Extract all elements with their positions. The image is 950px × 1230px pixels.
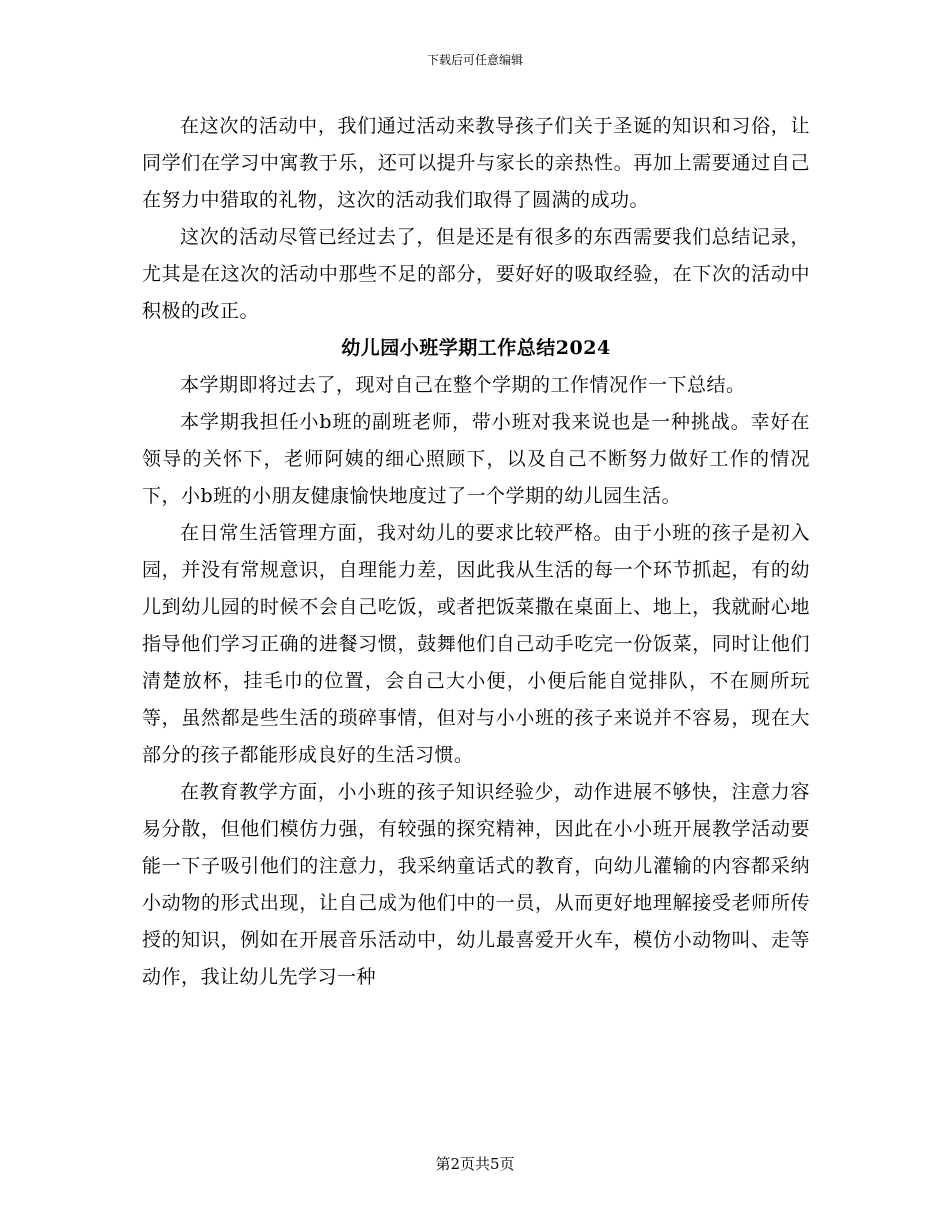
paragraph-activity-reflection: 这次的活动尽管已经过去了，但是还是有很多的东西需要我们总结记录，尤其是在这次的活动中那些不足的部分，要好好的吸取经验，在下次的活动中积极的改正。 [142,226,810,322]
page-number: 第2页共5页 [435,1155,515,1173]
paragraph-role: 本学期我担任小b班的副班老师，带小班对我来说也是一种挑战。幸好在领导的关怀下，老师阿姨的细心照顾下，以及自己不断努力做好工作的情况下，小b班的小朋友健康愉快地度过了一个学期的幼儿园生活。 [142,411,810,507]
paragraph-intro: 本学期即将过去了，现对自己在整个学期的工作情况作一下总结。 [180,374,746,396]
section-title: 幼儿园小班学期工作总结2024 [341,337,611,359]
page-header-note: 下载后可任意编辑 [426,53,523,67]
document-body [142,108,810,996]
paragraph-daily-life: 在日常生活管理方面，我对幼儿的要求比较严格。由于小班的孩子是初入园，并没有常规意识，自理能力差，因此我从生活的每一个环节抓起，有的幼儿到幼儿园的时候不会自己吃饭，或者把饭菜撒在桌面上、地上，我就耐心地指导他们学习正确的进餐习惯，鼓舞他们自己动手吃完一份饭菜，同时让他们清楚放杯，挂毛巾的位置，会自己大小便，小便后能自觉排队，不在厕所玩等，虽然都是些生活的琐碎事情，但对与小小班的孩子来说并不容易，现在大部分的孩子都能形成良好的生活习惯。 [142,522,810,766]
paragraph-teaching: 在教育教学方面，小小班的孩子知识经验少，动作进展不够快，注意力容易分散，但他们模仿力强，有较强的探究精神，因此在小小班开展教学活动要能一下子吸引他们的注意力，我采纳童话式的教育，向幼儿灌输的内容都采纳小动物的形式出现，让自己成为他们中的一员，从而更好地理解接受老师所传授的知识，例如在开展音乐活动中，幼儿最喜爱开火车，模仿小动物叫、走等动作，我让幼儿先学习一种 [142,781,810,988]
paragraph-activity-summary: 在这次的活动中，我们通过活动来教导孩子们关于圣诞的知识和习俗，让同学们在学习中寓教于乐，还可以提升与家长的亲热性。再加上需要通过自己在努力中猎取的礼物，这次的活动我们取得了圆满的成功。 [142,115,810,211]
